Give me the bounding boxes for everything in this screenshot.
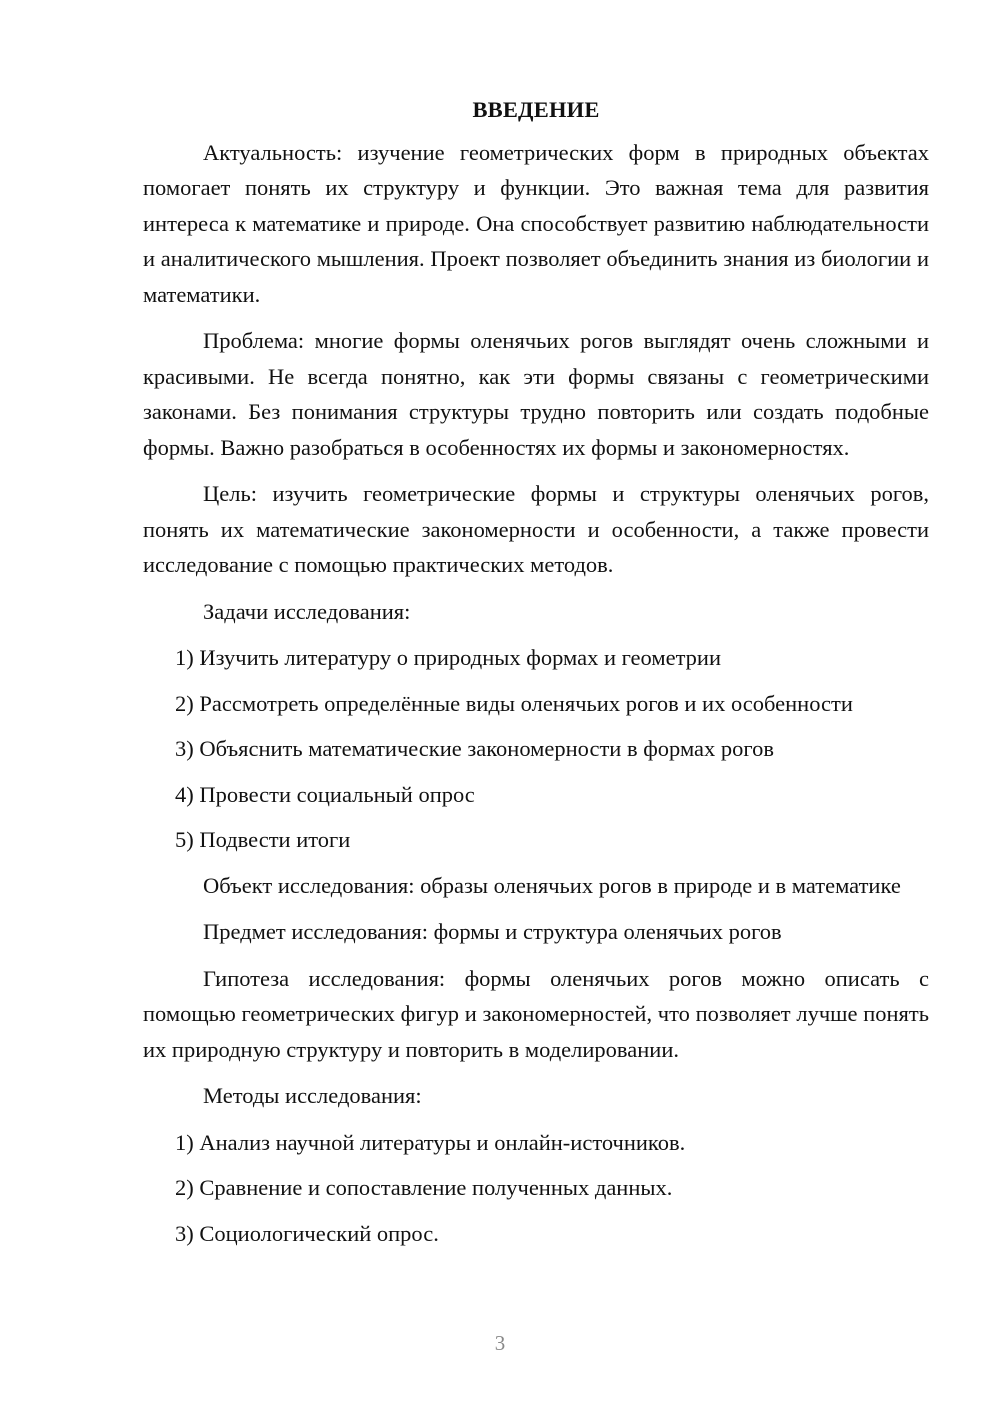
- object-paragraph: Объект исследования: образы оленячьих рогов в природе и в математике: [203, 872, 901, 898]
- list-item-task-3: 3) Объяснить математические закономерности в формах рогов: [175, 736, 774, 761]
- problem-paragraph: Проблема: многие формы оленячьих рогов выглядят очень сложными и красивыми. Не всегда понятно, как эти формы связаны с геометрическими законами. Без понимания структуры трудно повторить или создать подобные формы. Важно разобраться в особенностях их формы и закономерностях.: [143, 328, 929, 460]
- section-title: ВВЕДЕНИЕ: [472, 97, 600, 122]
- subject-paragraph: Предмет исследования: формы и структура оленячьих рогов: [203, 919, 782, 944]
- goal-paragraph: Цель: изучить геометрические формы и структуры оленячьих рогов, понять их математические закономерности и особенности, а также провести исследование с помощью практических методов.: [143, 481, 929, 577]
- document-page: [143, 92, 929, 1261]
- relevance-paragraph: Актуальность: изучение геометрических форм в природных объектах помогает понять их структуру и функции. Это важная тема для развития интереса к математике и природе. Она способствует развитию наблюдательности и аналитического мышления. Проект позволяет объединить знания из биологии и математики.: [143, 139, 929, 307]
- page-number: 3: [494, 1331, 506, 1355]
- list-item-method-1: 1) Анализ научной литературы и онлайн-источников.: [175, 1129, 686, 1155]
- list-item-method-2: 2) Сравнение и сопоставление полученных данных.: [175, 1175, 673, 1200]
- list-item-task-2: 2) Рассмотреть определённые виды оленячьих рогов и их особенности: [175, 690, 853, 716]
- list-item-task-5: 5) Подвести итоги: [175, 827, 351, 852]
- hypothesis-paragraph: Гипотеза исследования: формы оленячьих рогов можно описать с помощью геометрических фигур и закономерностей, что позволяет лучше понять их природную структуру и повторить в моделировании.: [143, 965, 929, 1062]
- list-item-task-1: 1) Изучить литературу о природных формах и геометрии: [175, 645, 722, 670]
- tasks-label: Задачи исследования:: [203, 598, 411, 624]
- methods-label: Методы исследования:: [203, 1083, 422, 1108]
- list-item-task-4: 4) Провести социальный опрос: [175, 781, 475, 807]
- list-item-method-3: 3) Социологический опрос.: [175, 1220, 439, 1246]
